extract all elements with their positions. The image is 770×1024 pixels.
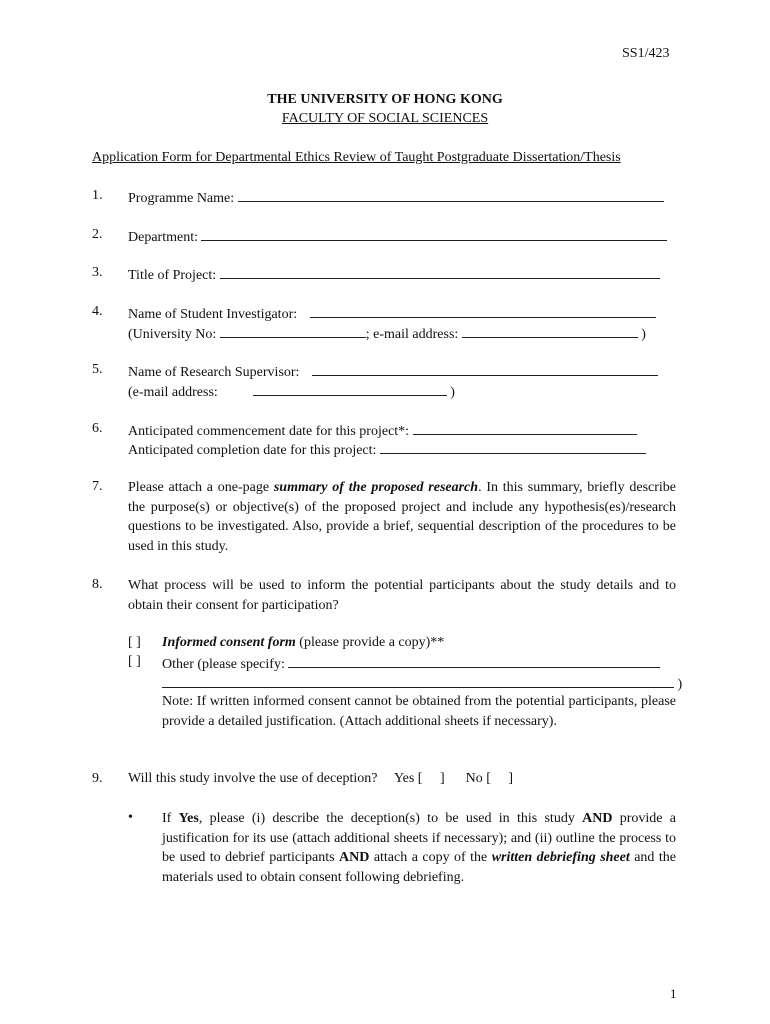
programme-name-label: Programme Name: — [128, 191, 235, 206]
summary-emphasis: summary of the proposed research — [273, 480, 479, 495]
project-title-field[interactable] — [220, 265, 660, 279]
project-title-label: Title of Project: — [128, 268, 217, 283]
supervisor-email-field[interactable] — [253, 382, 447, 396]
consent-form-checkbox[interactable]: [ ] — [128, 635, 141, 650]
summary-instructions: Please attach a one-page summary of the proposed research. In this summary, briefly describe the purpose(s) or objective(s) of the proposed project and include any hypothesis(es)/research questions to be investigated. Also, provide a brief, sequential description of the procedures to be used in this study. — [128, 480, 676, 554]
consent-question: What process will be used to inform the potential participants about the study details and to obtain their consent for participation? — [128, 578, 676, 613]
item-number: 5. — [92, 362, 103, 377]
deception-no-checkbox[interactable]: No [ ] — [465, 771, 514, 786]
completion-date-label: Anticipated completion date for this project: — [128, 443, 377, 458]
student-email-field[interactable] — [462, 324, 638, 338]
commencement-date-field[interactable] — [413, 421, 637, 435]
student-investigator-field[interactable] — [310, 304, 656, 318]
deception-yes-checkbox[interactable]: Yes [ ] — [393, 771, 445, 786]
supervisor-email-label: (e-mail address: — [128, 385, 218, 400]
item-number: 7. — [92, 479, 103, 494]
debriefing-emphasis: written debriefing sheet — [491, 850, 630, 865]
item-number: 3. — [92, 265, 103, 280]
other-specify-label: Other (please specify: — [162, 657, 285, 672]
supervisor-field[interactable] — [312, 362, 658, 376]
department-field[interactable] — [201, 227, 667, 241]
programme-name-field[interactable] — [238, 188, 664, 202]
department-label: Department: — [128, 230, 198, 245]
consent-form-option: Informed consent form (please provide a copy)** — [162, 635, 445, 650]
university-no-label: (University No: — [128, 327, 217, 342]
close-paren: ) — [450, 385, 455, 400]
supervisor-label: Name of Research Supervisor: — [128, 365, 300, 380]
form-reference: SS1/423 — [622, 46, 670, 61]
university-name: THE UNIVERSITY OF HONG KONG — [267, 92, 503, 107]
item-number: 9. — [92, 771, 103, 786]
other-checkbox[interactable]: [ ] — [128, 654, 141, 669]
other-specify-field-continued[interactable] — [162, 674, 674, 688]
deception-question: Will this study involve the use of deception? — [128, 771, 378, 786]
faculty-name: FACULTY OF SOCIAL SCIENCES — [281, 111, 489, 126]
deception-instructions: If Yes, please (i) describe the deception(s) to be used in this study AND provide a justification for its use (attach additional sheets if necessary); and (ii) outline the process to be used to debrief participants AND attach a copy of the written debriefing sheet and the materials used to obtain consent following debriefing. — [162, 811, 676, 885]
commencement-date-label: Anticipated commencement date for this project*: — [128, 424, 410, 439]
close-paren: ) — [677, 677, 683, 692]
item-number: 1. — [92, 188, 103, 203]
other-specify-field[interactable] — [288, 654, 660, 668]
item-number: 2. — [92, 227, 103, 242]
student-investigator-label: Name of Student Investigator: — [128, 307, 298, 322]
student-email-label: ; e-mail address: — [365, 327, 459, 342]
consent-note: Note: If written informed consent cannot be obtained from the potential participants, please provide a detailed justification. (Attach additional sheets if necessary). — [162, 694, 676, 729]
bullet-icon: • — [128, 810, 133, 825]
item-number: 8. — [92, 577, 103, 592]
page-number: 1 — [670, 986, 677, 1001]
item-number: 6. — [92, 421, 103, 436]
university-no-field[interactable] — [220, 324, 366, 338]
close-paren: ) — [641, 327, 646, 342]
consent-form-emphasis: Informed consent form — [162, 635, 296, 650]
form-title: Application Form for Departmental Ethics Review of Taught Postgraduate Dissertation/Thesis — [92, 150, 621, 165]
completion-date-field[interactable] — [380, 440, 646, 454]
item-number: 4. — [92, 304, 103, 319]
